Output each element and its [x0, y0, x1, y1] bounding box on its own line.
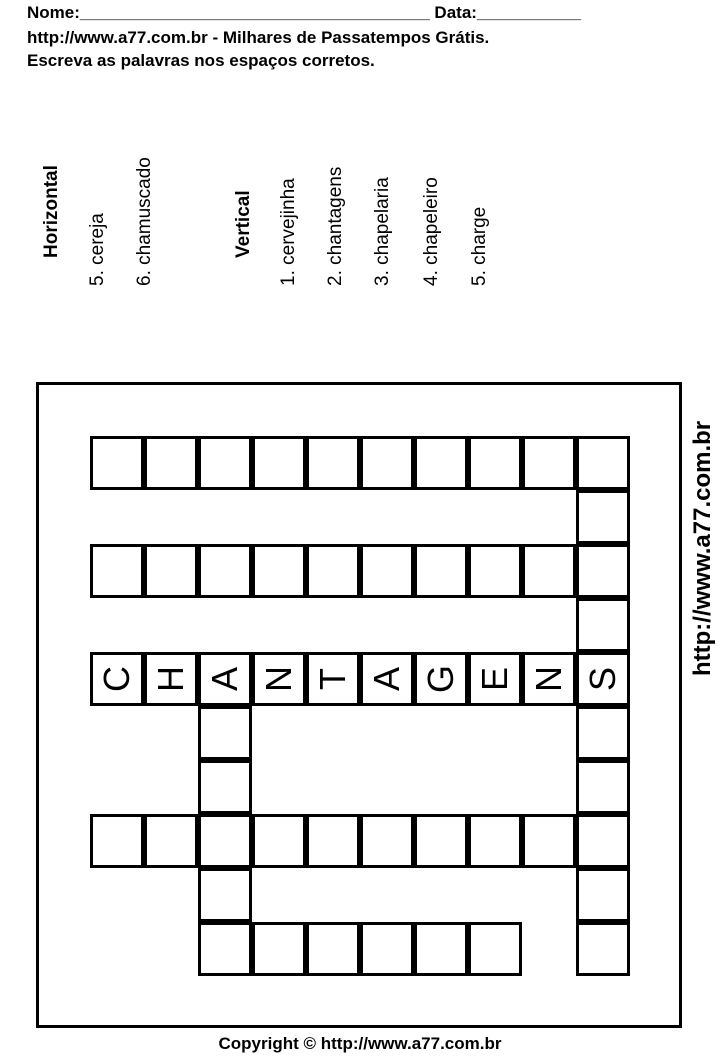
crossword-cell[interactable] — [576, 760, 630, 814]
crossword-cell[interactable] — [90, 544, 144, 598]
clue-vertical-1: 1. cervejinha — [278, 178, 299, 286]
crossword-cell[interactable] — [90, 436, 144, 490]
crossword-cell[interactable] — [576, 544, 630, 598]
crossword-cell[interactable] — [360, 814, 414, 868]
clues-horizontal-title: Horizontal — [41, 165, 62, 258]
crossword-cell[interactable] — [522, 544, 576, 598]
crossword-cell[interactable] — [468, 436, 522, 490]
crossword-cell[interactable] — [198, 436, 252, 490]
crossword-cell[interactable] — [360, 922, 414, 976]
crossword-cell[interactable] — [576, 436, 630, 490]
crossword-cell[interactable] — [522, 436, 576, 490]
crossword-cell[interactable] — [144, 814, 198, 868]
crossword-cell[interactable] — [144, 544, 198, 598]
crossword-cell[interactable] — [198, 760, 252, 814]
crossword-cell[interactable] — [360, 544, 414, 598]
clue-horizontal-6: 6. chamuscado — [134, 157, 155, 286]
header-instruction-line: Escreva as palavras nos espaços corretos. — [27, 51, 375, 70]
crossword-letter: H — [150, 666, 191, 692]
crossword-cell[interactable] — [252, 922, 306, 976]
crossword-letter: A — [366, 667, 407, 692]
crossword-letter: S — [582, 667, 623, 692]
crossword-cell[interactable] — [306, 922, 360, 976]
header-site-line: http://www.a77.com.br - Milhares de Passatempos Grátis. — [27, 28, 490, 47]
crossword-cell[interactable] — [576, 706, 630, 760]
crossword-cell[interactable] — [414, 814, 468, 868]
crossword-cell[interactable] — [414, 436, 468, 490]
clue-horizontal-5: 5. cereja — [87, 213, 108, 286]
crossword-cell[interactable] — [414, 544, 468, 598]
crossword-letter: N — [258, 666, 299, 692]
clues-vertical-title: Vertical — [233, 190, 254, 258]
header-name-date-line: Nome:_____________________________________ Data:___________ — [27, 3, 581, 22]
crossword-cell[interactable] — [198, 544, 252, 598]
crossword-cell[interactable] — [576, 814, 630, 868]
crossword-cell[interactable] — [306, 814, 360, 868]
crossword-cell[interactable] — [576, 868, 630, 922]
crossword-cell[interactable] — [144, 436, 198, 490]
crossword-cell[interactable] — [576, 490, 630, 544]
crossword-cell[interactable] — [198, 814, 252, 868]
crossword-cell[interactable] — [414, 922, 468, 976]
crossword-cell[interactable] — [468, 544, 522, 598]
crossword-cell[interactable] — [576, 598, 630, 652]
crossword-cell[interactable] — [306, 544, 360, 598]
clue-vertical-5: 5. charge — [469, 206, 490, 286]
crossword-cell[interactable] — [90, 814, 144, 868]
crossword-letter: G — [420, 665, 461, 694]
crossword-letter: N — [528, 666, 569, 692]
crossword-cell[interactable] — [360, 436, 414, 490]
crossword-letter: C — [96, 666, 137, 692]
crossword-cell[interactable] — [576, 922, 630, 976]
crossword-letter: E — [474, 667, 515, 692]
crossword-cell[interactable] — [522, 814, 576, 868]
clue-vertical-4: 4. chapeleiro — [421, 177, 442, 286]
crossword-cell[interactable] — [252, 814, 306, 868]
clue-vertical-3: 3. chapelaria — [372, 177, 393, 286]
crossword-cell[interactable] — [198, 706, 252, 760]
side-url: http://www.a77.com.br — [689, 420, 716, 676]
crossword-cell[interactable] — [306, 436, 360, 490]
crossword-cell[interactable] — [198, 922, 252, 976]
crossword-cell[interactable] — [198, 868, 252, 922]
crossword-cell[interactable] — [252, 436, 306, 490]
crossword-cell[interactable] — [252, 544, 306, 598]
crossword-cell[interactable] — [468, 814, 522, 868]
crossword-letter: A — [204, 667, 245, 692]
clue-vertical-2: 2. chantagens — [325, 166, 346, 286]
crossword-letter: T — [312, 668, 353, 690]
copyright: Copyright © http://www.a77.com.br — [218, 1034, 502, 1053]
crossword-cell[interactable] — [468, 922, 522, 976]
